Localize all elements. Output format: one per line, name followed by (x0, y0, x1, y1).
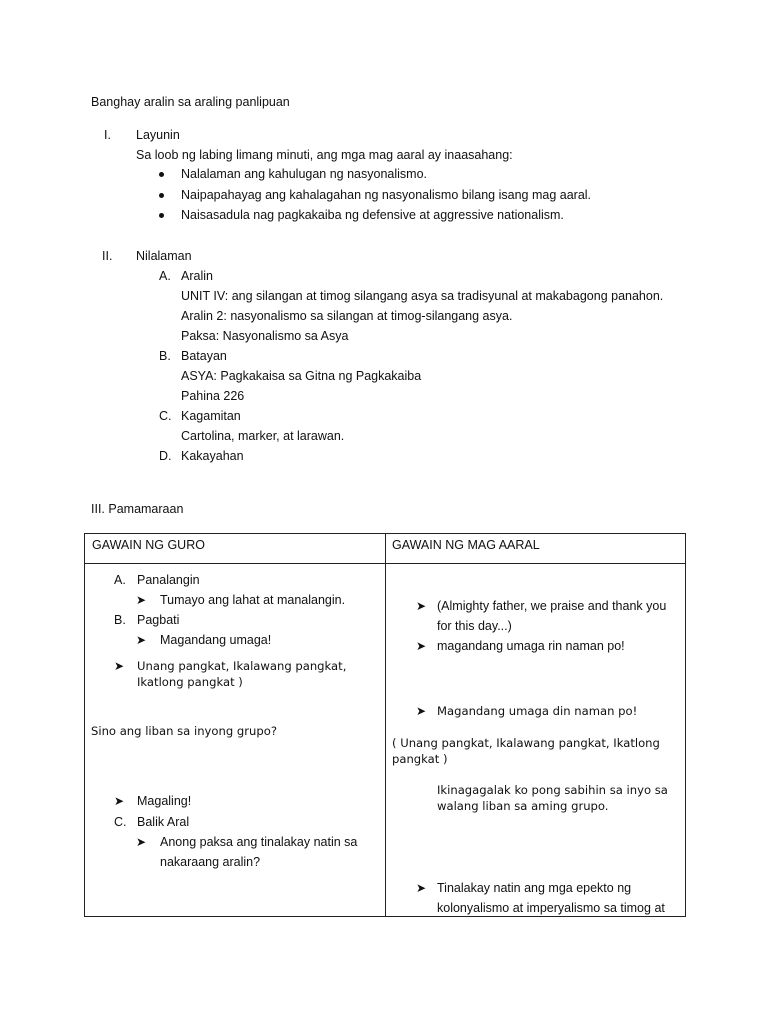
step-item: nakaraang aralin? (160, 855, 261, 869)
content-label: Aralin (181, 269, 213, 283)
group-call-line: Unang pangkat, Ikalawang pangkat, (137, 659, 347, 673)
document-title: Banghay aralin sa araling panlipuan (91, 95, 290, 109)
section-2-heading: Nilalaman (136, 249, 192, 263)
arrow-bullet-icon: ➤ (416, 881, 427, 895)
section-1-intro: Sa loob ng labing limang minuti, ang mga mag aaral ay inaasahang: (136, 148, 513, 162)
step-label: Panalangin (137, 573, 200, 587)
procedure-table (84, 533, 686, 917)
response-line: (Almighty father, we praise and thank you (437, 599, 667, 613)
step-letter: A. (114, 573, 126, 587)
content-label: Kakayahan (181, 449, 244, 463)
table-header-cell (85, 534, 386, 564)
content-line: UNIT IV: ang silangan at timog silangang asya sa tradisyunal at makabagong panahon. (181, 289, 664, 303)
response-line: kolonyalismo at imperyalismo sa timog at (437, 901, 665, 915)
step-item: Tumayo ang lahat at manalangin. (160, 593, 346, 607)
section-2-number: II. (102, 249, 113, 263)
response-line: walang liban sa aming grupo. (437, 799, 609, 813)
arrow-bullet-icon: ➤ (136, 835, 147, 849)
content-line: ASYA: Pagkakaisa sa Gitna ng Pagkakaiba (181, 369, 422, 383)
content-label: Kagamitan (181, 409, 241, 423)
attendance-question: Sino ang liban sa inyong grupo? (91, 724, 277, 738)
bullet-icon (159, 213, 164, 218)
arrow-bullet-icon: ➤ (416, 639, 427, 653)
content-letter: D. (159, 449, 172, 463)
section-1-heading: Layunin (136, 128, 180, 142)
content-line: Pahina 226 (181, 389, 245, 403)
section-3-heading: III. Pamamaraan (91, 502, 184, 516)
content-line: Paksa: Nasyonalismo sa Asya (181, 329, 349, 343)
content-line: Aralin 2: nasyonalismo sa silangan at timog-silangang asya. (181, 309, 513, 323)
step-label: Pagbati (137, 613, 180, 627)
section-1-number: I. (104, 128, 111, 142)
step-letter: B. (114, 613, 126, 627)
header-teacher-activity: GAWAIN NG GURO (92, 538, 205, 552)
table-header-cell (386, 534, 686, 564)
content-line: Cartolina, marker, at larawan. (181, 429, 345, 443)
response-line: magandang umaga rin naman po! (437, 639, 625, 653)
arrow-bullet-icon: ➤ (136, 633, 147, 647)
bullet-icon (159, 193, 164, 198)
response-line: Ikinagagalak ko pong sabihin sa inyo sa (437, 783, 668, 797)
table-header-row (85, 534, 686, 564)
step-letter: C. (114, 815, 127, 829)
arrow-bullet-icon: ➤ (416, 704, 427, 718)
step-label: Balik Aral (137, 815, 190, 829)
response-line: Tinalakay natin ang mga epekto ng (437, 881, 632, 895)
response-line: for this day...) (437, 619, 512, 633)
response-line: ( Unang pangkat, Ikalawang pangkat, Ikatlong (392, 736, 660, 750)
arrow-bullet-icon: ➤ (136, 593, 147, 607)
table-row (85, 564, 686, 917)
objective-item: Naipapahayag ang kahalagahan ng nasyonalismo bilang isang mag aaral. (181, 188, 592, 202)
arrow-bullet-icon: ➤ (114, 794, 125, 808)
teacher-cell (85, 564, 386, 917)
step-item: Magaling! (137, 794, 192, 808)
group-call-line: Ikatlong pangkat ) (137, 675, 243, 689)
response-line: pangkat ) (392, 752, 448, 766)
response-line: Magandang umaga din naman po! (437, 704, 638, 718)
content-letter: B. (159, 349, 171, 363)
objective-item: Naisasadula nag pagkakaiba ng defensive at aggressive nationalism. (181, 208, 564, 222)
step-item: Magandang umaga! (160, 633, 272, 647)
arrow-bullet-icon: ➤ (114, 659, 125, 673)
header-student-activity: GAWAIN NG MAG AARAL (392, 538, 540, 552)
content-letter: C. (159, 409, 172, 423)
objective-item: Nalalaman ang kahulugan ng nasyonalismo. (181, 167, 427, 181)
bullet-icon (159, 172, 164, 177)
arrow-bullet-icon: ➤ (416, 599, 427, 613)
step-item: Anong paksa ang tinalakay natin sa (160, 835, 358, 849)
student-cell (386, 564, 686, 917)
content-label: Batayan (181, 349, 227, 363)
content-letter: A. (159, 269, 171, 283)
